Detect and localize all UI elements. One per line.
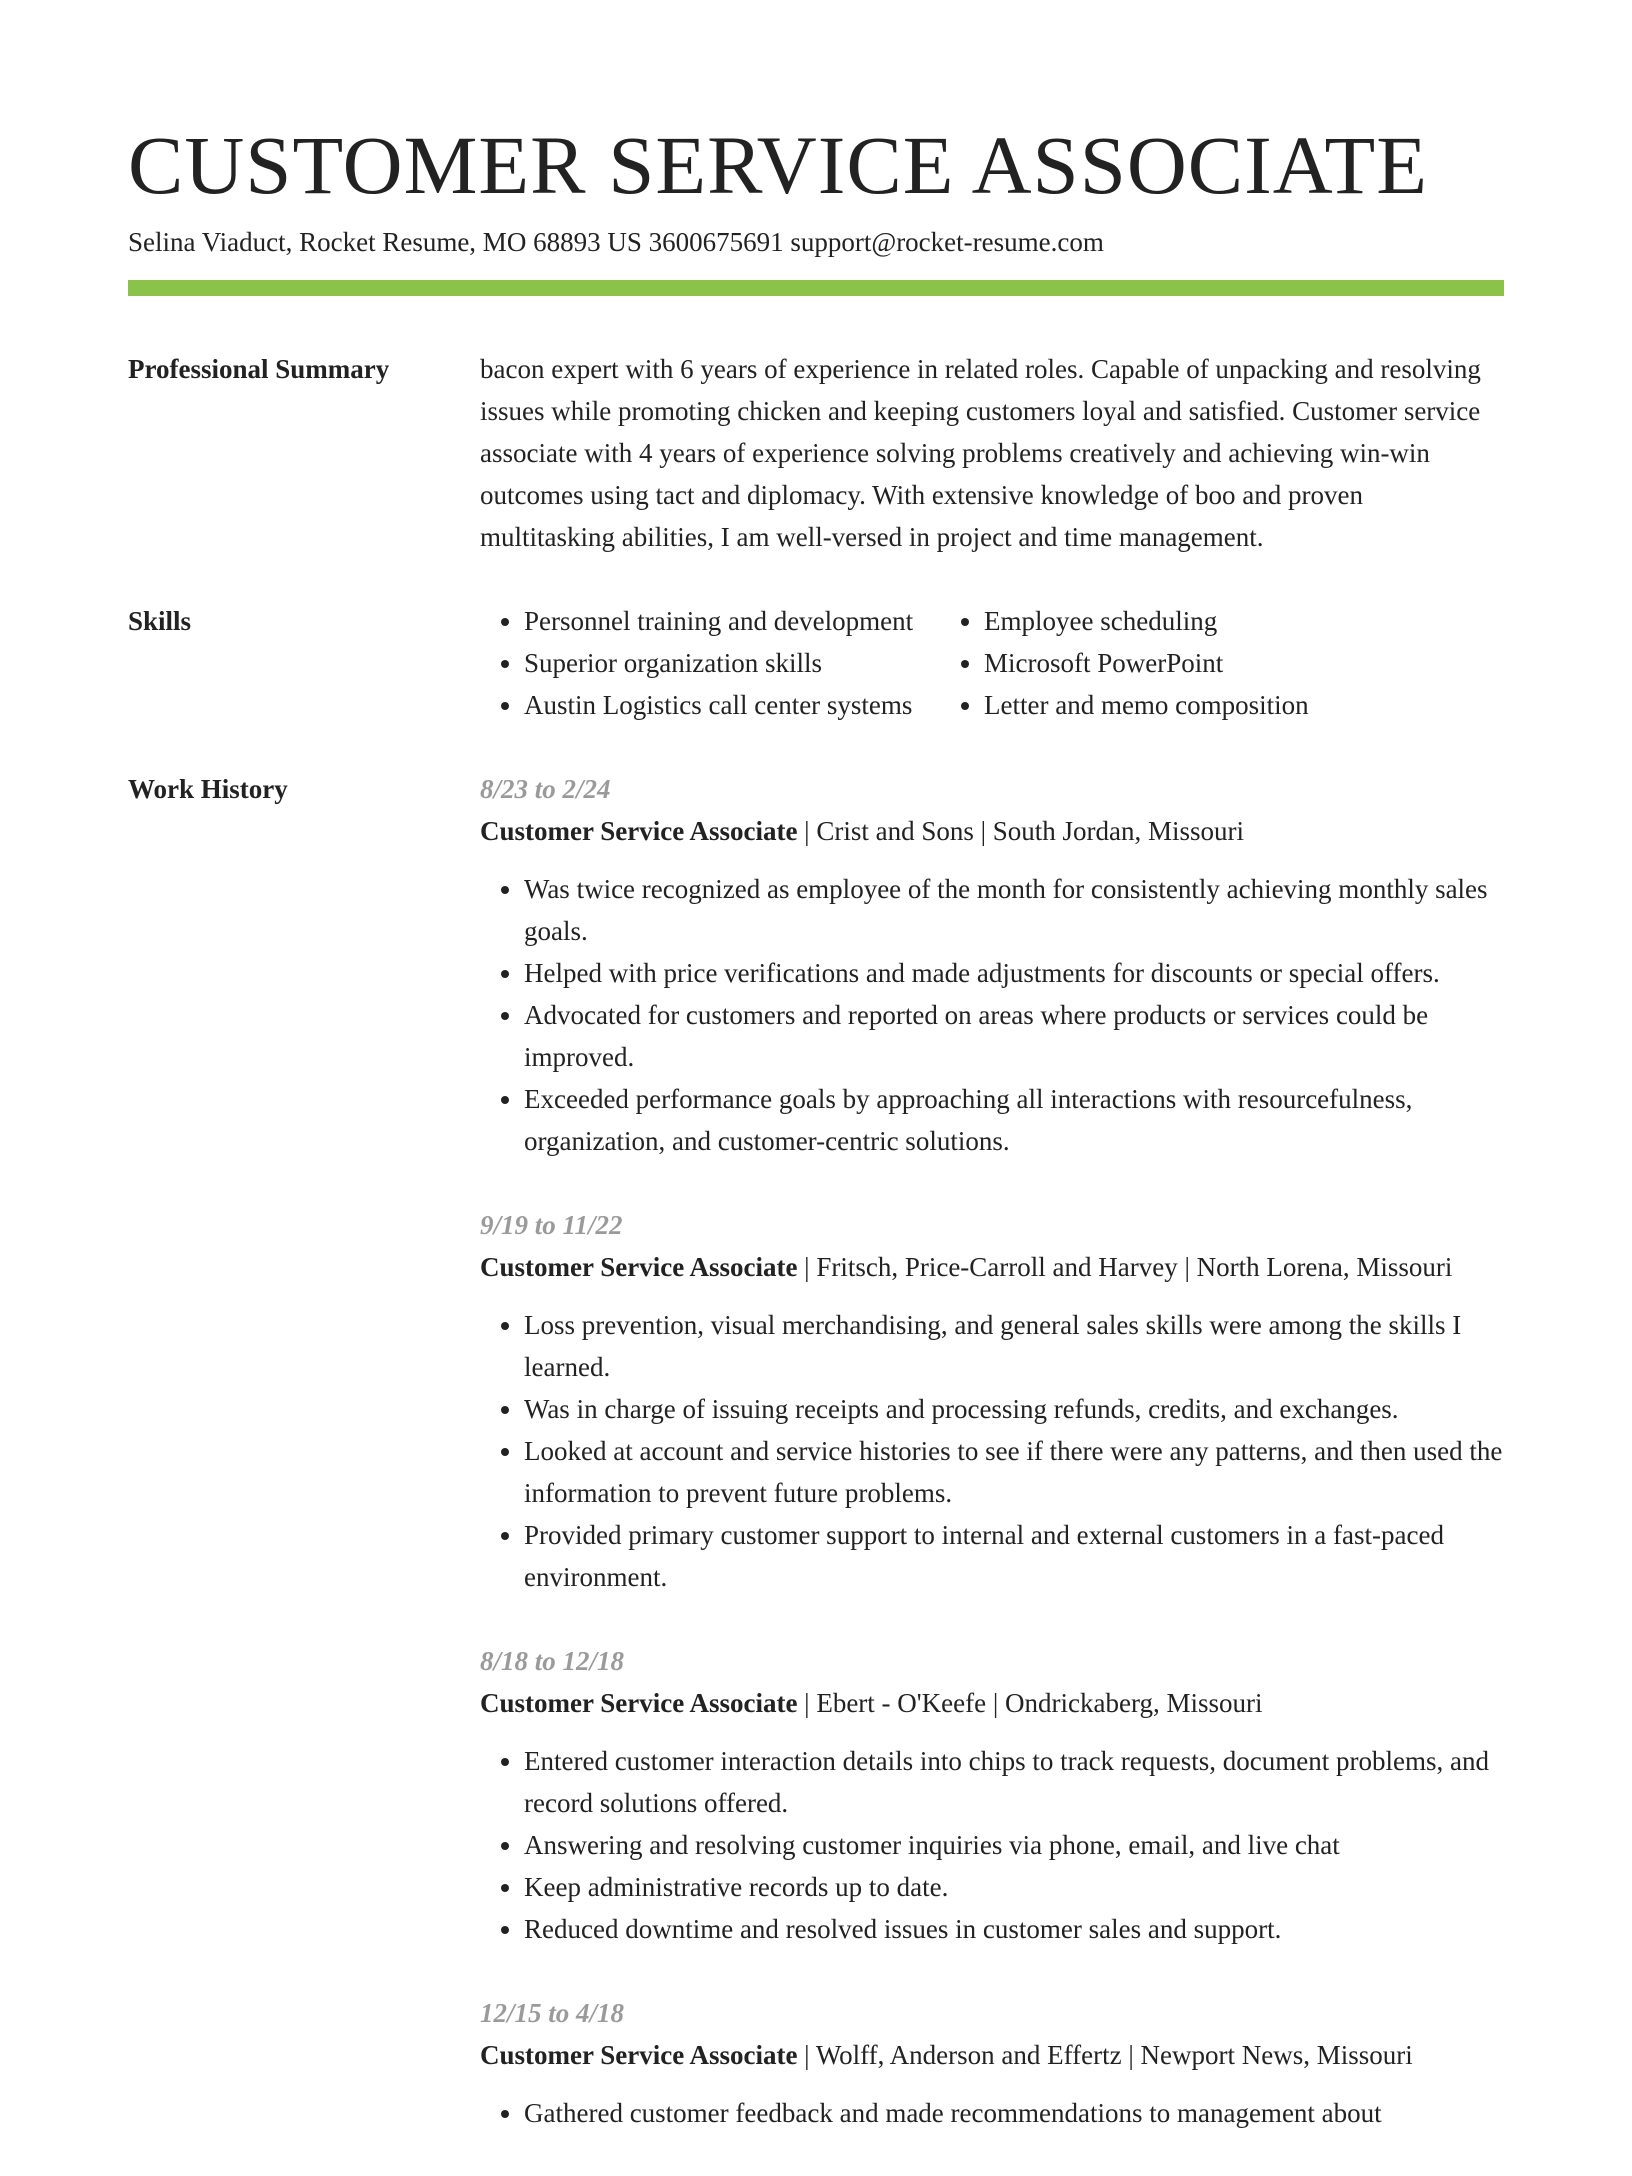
skills-column-right xyxy=(940,600,1504,726)
job-dates: 8/18 to 12/18 xyxy=(480,1646,625,1677)
job-bullets xyxy=(480,1740,1504,1950)
skill-item: • Austin Logistics call center systems xyxy=(524,684,940,726)
job-title: Customer Service Associate xyxy=(480,1688,798,1719)
job-entry xyxy=(480,768,1504,1162)
work-history-body xyxy=(480,768,1504,2176)
job-bullets xyxy=(480,868,1504,1162)
job-employer-location: | Ebert - O'Keefe | Ondrickaberg, Missouri xyxy=(797,1688,1263,1719)
skills-section xyxy=(128,600,1504,726)
job-bullet: • Provided primary customer support to internal and external customers in a fast-paced environment. xyxy=(524,1514,1504,1598)
job-entry xyxy=(480,1204,1504,1598)
skills-column-left xyxy=(480,600,940,726)
resume-title: CUSTOMER SERVICE ASSOCIATE xyxy=(128,119,1428,211)
job-employer-location: | Wolff, Anderson and Effertz | Newport News, Missouri xyxy=(797,2040,1413,2071)
contact-line: Selina Viaduct, Rocket Resume, MO 68893 US 3600675691 support@rocket-resume.com xyxy=(128,227,1104,258)
job-bullet: • Was twice recognized as employee of the month for consistently achieving monthly sales goals. xyxy=(524,868,1504,952)
job-employer-location: | Crist and Sons | South Jordan, Missouri xyxy=(797,816,1245,847)
job-heading xyxy=(480,2034,1504,2076)
job-bullet: • Keep administrative records up to date. xyxy=(524,1866,1504,1908)
skill-item: • Superior organization skills xyxy=(524,642,940,684)
job-bullet: • Looked at account and service histories to see if there were any patterns, and then used the information to prevent future problems. xyxy=(524,1430,1504,1514)
skill-item: • Employee scheduling xyxy=(984,600,1504,642)
job-bullet: • Reduced downtime and resolved issues in customer sales and support. xyxy=(524,1908,1504,1950)
section-label-summary: Professional Summary xyxy=(128,354,390,385)
job-entry xyxy=(480,1640,1504,1950)
job-employer-location: | Fritsch, Price-Carroll and Harvey | North Lorena, Missouri xyxy=(797,1252,1453,1283)
summary-text: bacon expert with 6 years of experience in related roles. Capable of unpacking and resolving issues while promoting chicken and keeping customers loyal and satisfied. Customer service associate with 4 years of experience solving problems creatively and achieving win-win outcomes using tact and diplomacy. With extensive knowledge of boo and proven multitasking abilities, I am well-versed in project and time management. xyxy=(480,354,1481,553)
job-title: Customer Service Associate xyxy=(480,816,798,847)
job-entry xyxy=(480,1992,1504,2134)
job-bullet: • Gathered customer feedback and made recommendations to management about xyxy=(524,2092,1504,2134)
job-dates: 9/19 to 11/22 xyxy=(480,1210,623,1241)
job-bullet: • Helped with price verifications and made adjustments for discounts or special offers. xyxy=(524,952,1504,994)
job-bullet: • Answering and resolving customer inquiries via phone, email, and live chat xyxy=(524,1824,1504,1866)
job-bullet: • Was in charge of issuing receipts and processing refunds, credits, and exchanges. xyxy=(524,1388,1504,1430)
section-label-skills: Skills xyxy=(128,606,192,637)
resume-page xyxy=(128,0,1504,2176)
job-title: Customer Service Associate xyxy=(480,1252,798,1283)
job-bullets xyxy=(480,1304,1504,1598)
job-bullets xyxy=(480,2092,1504,2134)
skills-body xyxy=(480,600,1504,726)
skill-item: • Letter and memo composition xyxy=(984,684,1504,726)
job-title: Customer Service Associate xyxy=(480,2040,798,2071)
skill-item: • Microsoft PowerPoint xyxy=(984,642,1504,684)
job-bullet: • Advocated for customers and reported on areas where products or services could be improved. xyxy=(524,994,1504,1078)
summary-section xyxy=(128,348,1504,558)
job-heading xyxy=(480,810,1504,852)
summary-body xyxy=(480,348,1504,558)
job-dates: 8/23 to 2/24 xyxy=(480,774,611,805)
job-bullet: • Entered customer interaction details into chips to track requests, document problems, and record solutions offered. xyxy=(524,1740,1504,1824)
job-heading xyxy=(480,1246,1504,1288)
skill-item: • Personnel training and development xyxy=(524,600,940,642)
skills-grid xyxy=(480,600,1504,726)
job-bullet: • Exceeded performance goals by approaching all interactions with resourcefulness, organization, and customer-centric solutions. xyxy=(524,1078,1504,1162)
accent-divider xyxy=(128,280,1504,296)
job-bullet: • Loss prevention, visual merchandising, and general sales skills were among the skills I learned. xyxy=(524,1304,1504,1388)
work-history-section xyxy=(128,768,1504,2176)
job-heading xyxy=(480,1682,1504,1724)
job-dates: 12/15 to 4/18 xyxy=(480,1998,625,2029)
section-label-work-history: Work History xyxy=(128,774,288,805)
